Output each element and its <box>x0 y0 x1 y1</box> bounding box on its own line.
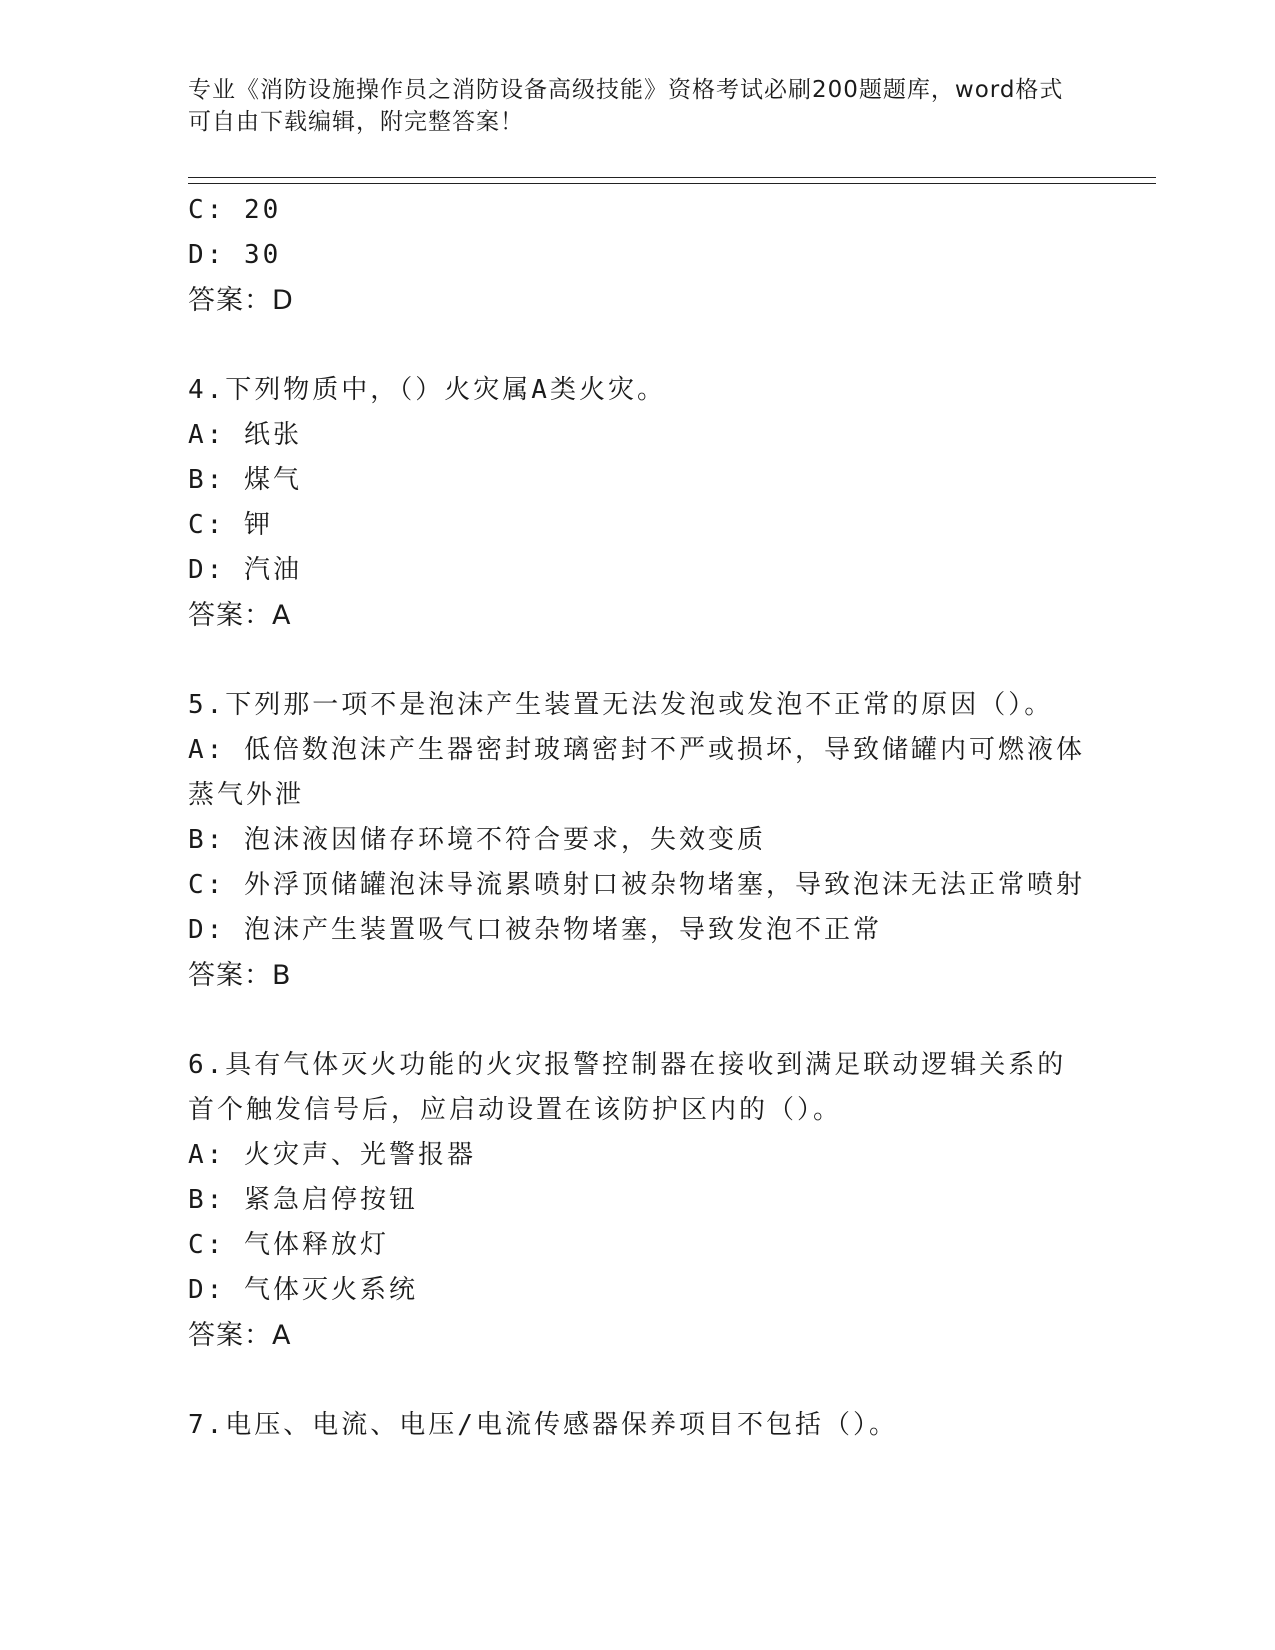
carry-over-question <box>188 188 1088 323</box>
option-c: C: 钾 <box>188 510 273 540</box>
option-c: C: 气体释放灯 <box>188 1230 389 1260</box>
option-a: A: 火灾声、光警报器 <box>188 1140 476 1170</box>
option-c: C: 外浮顶储罐泡沫导流累喷射口被杂物堵塞，导致泡沫无法正常喷射 <box>188 870 1085 900</box>
document-body <box>188 188 1088 1448</box>
answer: 答案：D <box>188 285 294 316</box>
answer: 答案：B <box>188 960 292 991</box>
answer: 答案：A <box>188 1320 292 1351</box>
header-divider-bottom <box>188 183 1156 184</box>
answer: 答案：A <box>188 600 292 631</box>
option-b: B: 煤气 <box>188 465 302 495</box>
question-5 <box>188 683 1088 998</box>
document-header: 专业《消防设施操作员之消防设备高级技能》资格考试必刷200题题库，word格式可自由下载编辑，附完整答案！ <box>188 77 1064 135</box>
option-b: B: 紧急启停按钮 <box>188 1185 418 1215</box>
option-d: D: 气体灭火系统 <box>188 1275 418 1305</box>
option-d: D: 泡沫产生装置吸气口被杂物堵塞，导致发泡不正常 <box>188 915 882 945</box>
option-b: B: 泡沫液因储存环境不符合要求，失效变质 <box>188 825 766 855</box>
option-d: D: 汽油 <box>188 555 302 585</box>
option-a: A: 低倍数泡沫产生器密封玻璃密封不严或损坏，导致储罐内可燃液体蒸气外泄 <box>188 735 1085 810</box>
option-c: C: 20 <box>188 195 282 225</box>
question-4 <box>188 368 1088 638</box>
option-a: A: 纸张 <box>188 420 302 450</box>
option-d: D: 30 <box>188 240 282 270</box>
question-text: 5.下列那一项不是泡沫产生装置无法发泡或发泡不正常的原因（）。 <box>188 690 1054 720</box>
question-text: 7.电压、电流、电压/电流传感器保养项目不包括（）。 <box>188 1410 898 1440</box>
question-text: 4.下列物质中，（）火灾属A类火灾。 <box>188 375 666 405</box>
question-6 <box>188 1043 1088 1358</box>
header-divider-top <box>188 177 1156 178</box>
question-text: 6.具有气体灭火功能的火灾报警控制器在接收到满足联动逻辑关系的首个触发信号后，应启动设置在该防护区内的（）。 <box>188 1050 1067 1125</box>
question-7 <box>188 1403 1088 1448</box>
